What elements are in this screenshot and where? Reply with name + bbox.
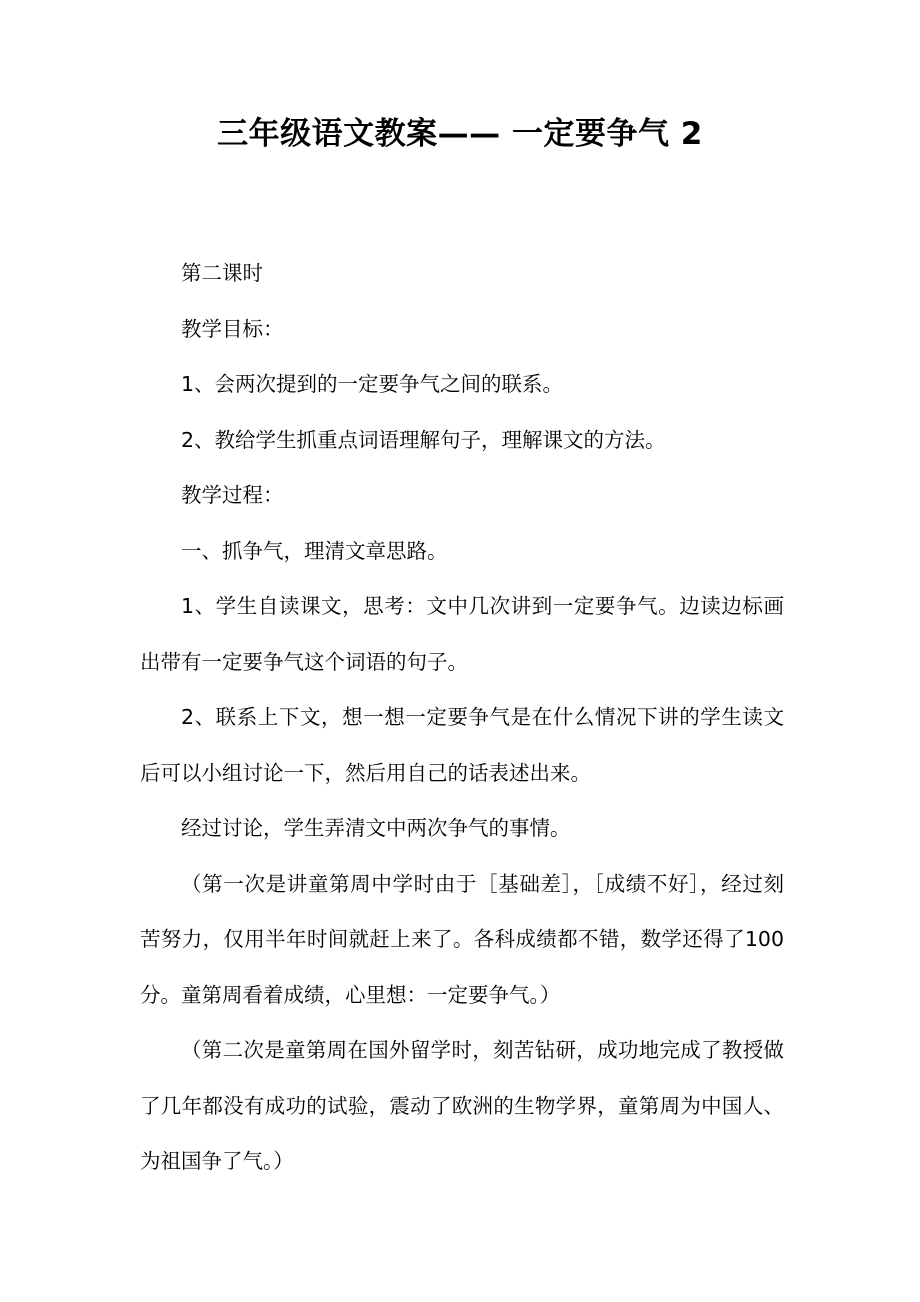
paragraph-step-1: 1、学生自读课文，思考：文中几次讲到一定要争气。边读边标画出带有一定要争气这个词语的句子。 — [140, 594, 784, 674]
paragraph-discussion: 经过讨论，学生弄清文中两次争气的事情。 — [181, 816, 571, 840]
paragraph-second-time: （第二次是童第周在国外留学时，刻苦钻研，成功地完成了教授做了几年都没有成功的试验，震动了欧洲的生物学界，童第周为中国人、为祖国争了气。） — [140, 1038, 784, 1173]
paragraph-goals-heading: 教学目标： — [181, 316, 284, 341]
paragraph-step-2: 2、联系上下文，想一想一定要争气是在什么情况下讲的学生读文后可以小组讨论一下，然后用自己的话表述出来。 — [140, 705, 784, 785]
paragraph-lesson: 第二课时 — [181, 261, 263, 285]
paragraph-goal-2: 2、教给学生抓重点词语理解句子，理解课文的方法。 — [181, 427, 666, 452]
paragraph-section-1: 一、抓争气，理清文章思路。 — [181, 538, 448, 563]
document-body — [140, 246, 784, 1190]
paragraph-first-time: （第一次是讲童第周中学时由于［基础差］，［成绩不好］，经过刻苦努力，仅用半年时间就赶上来了。各科成绩都不错，数学还得了100分。童第周看着成绩，心里想：一定要争气。） — [140, 871, 784, 1007]
paragraph-goal-1: 1、会两次提到的一定要争气之间的联系。 — [181, 372, 564, 396]
document-title: 三年级语文教案—— 一定要争气 2 — [217, 116, 703, 152]
paragraph-process-heading: 教学过程： — [181, 483, 284, 507]
